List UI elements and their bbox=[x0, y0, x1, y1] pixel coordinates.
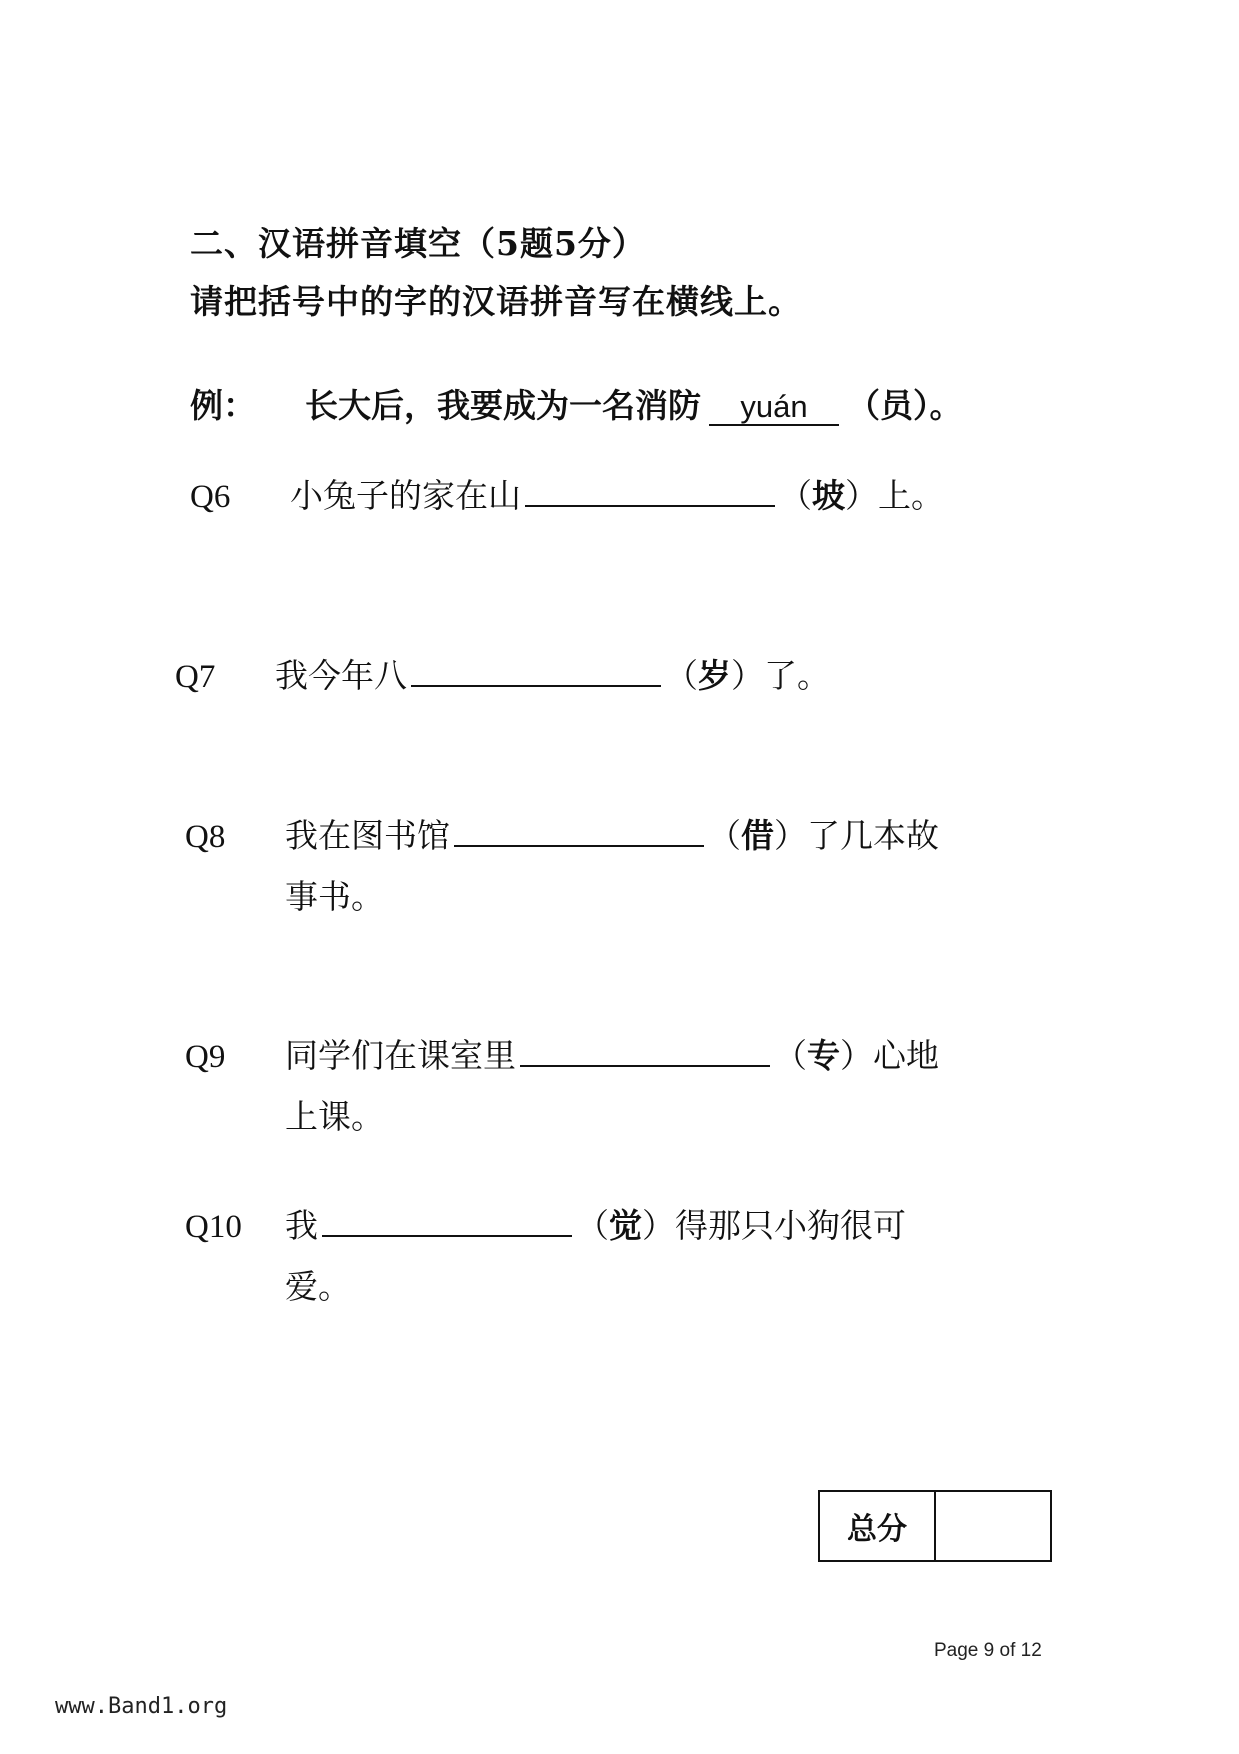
question-char: 岁 bbox=[698, 656, 731, 695]
answer-blank[interactable] bbox=[454, 819, 704, 847]
question-number: Q10 bbox=[185, 1209, 242, 1245]
example-label: 例： bbox=[190, 386, 256, 425]
question-number: Q8 bbox=[185, 819, 226, 855]
section-instruction: 请把括号中的字的汉语拼音写在横线上。 bbox=[190, 282, 802, 321]
page-number: Page 9 of 12 bbox=[934, 1640, 1042, 1661]
example-char: 员 bbox=[880, 386, 913, 425]
question-text-before: 小兔子的家在山 bbox=[290, 476, 521, 515]
answer-blank[interactable] bbox=[322, 1209, 572, 1237]
example-text: 长大后，我要成为一名消防 bbox=[305, 386, 701, 425]
question-text-after: 得那只小狗很可 bbox=[675, 1206, 906, 1245]
total-score-field[interactable] bbox=[936, 1492, 1050, 1560]
website-watermark: www.Band1.org bbox=[55, 1694, 228, 1719]
question-char: 觉 bbox=[609, 1206, 642, 1245]
example-line: 例： 长大后，我要成为一名消防 yuán （员）。 bbox=[190, 380, 963, 427]
question-char: 借 bbox=[741, 816, 774, 855]
question-continuation: 爱。 bbox=[285, 1267, 351, 1306]
question-continuation: 上课。 bbox=[285, 1097, 384, 1136]
question-text-before: 我在图书馆 bbox=[285, 816, 450, 855]
answer-blank[interactable] bbox=[411, 659, 661, 687]
section-title: 二、汉语拼音填空（5题5分） bbox=[190, 224, 646, 263]
question-continuation: 事书。 bbox=[285, 877, 384, 916]
question-text-after: 心地 bbox=[873, 1036, 939, 1075]
question-number: Q7 bbox=[175, 659, 216, 695]
question-text-before: 我今年八 bbox=[275, 656, 407, 695]
question-text-after: 了。 bbox=[764, 656, 830, 695]
question-q7: Q7 我今年八 （岁）了。 bbox=[175, 656, 830, 695]
total-score-label: 总分 bbox=[820, 1492, 936, 1560]
example-end: 。 bbox=[929, 386, 963, 425]
question-number: Q9 bbox=[185, 1039, 226, 1075]
question-q8: Q8 我在图书馆 （借）了几本故 事书。 bbox=[185, 816, 939, 916]
question-char: 专 bbox=[807, 1036, 840, 1075]
answer-blank[interactable] bbox=[520, 1039, 770, 1067]
example-answer: yuán bbox=[709, 391, 839, 426]
question-char: 坡 bbox=[812, 476, 845, 515]
total-score-box bbox=[818, 1490, 1052, 1562]
question-text-after: 了几本故 bbox=[807, 816, 939, 855]
question-number: Q6 bbox=[190, 479, 231, 515]
question-q9: Q9 同学们在课室里 （专）心地 上课。 bbox=[185, 1036, 939, 1136]
question-q6: Q6 小兔子的家在山 （坡）上。 bbox=[190, 476, 944, 515]
question-text-after: 上。 bbox=[878, 476, 944, 515]
answer-blank[interactable] bbox=[525, 479, 775, 507]
question-text-before: 我 bbox=[285, 1206, 318, 1245]
question-text-before: 同学们在课室里 bbox=[285, 1036, 516, 1075]
question-q10: Q10 我 （觉）得那只小狗很可 爱。 bbox=[185, 1206, 906, 1306]
